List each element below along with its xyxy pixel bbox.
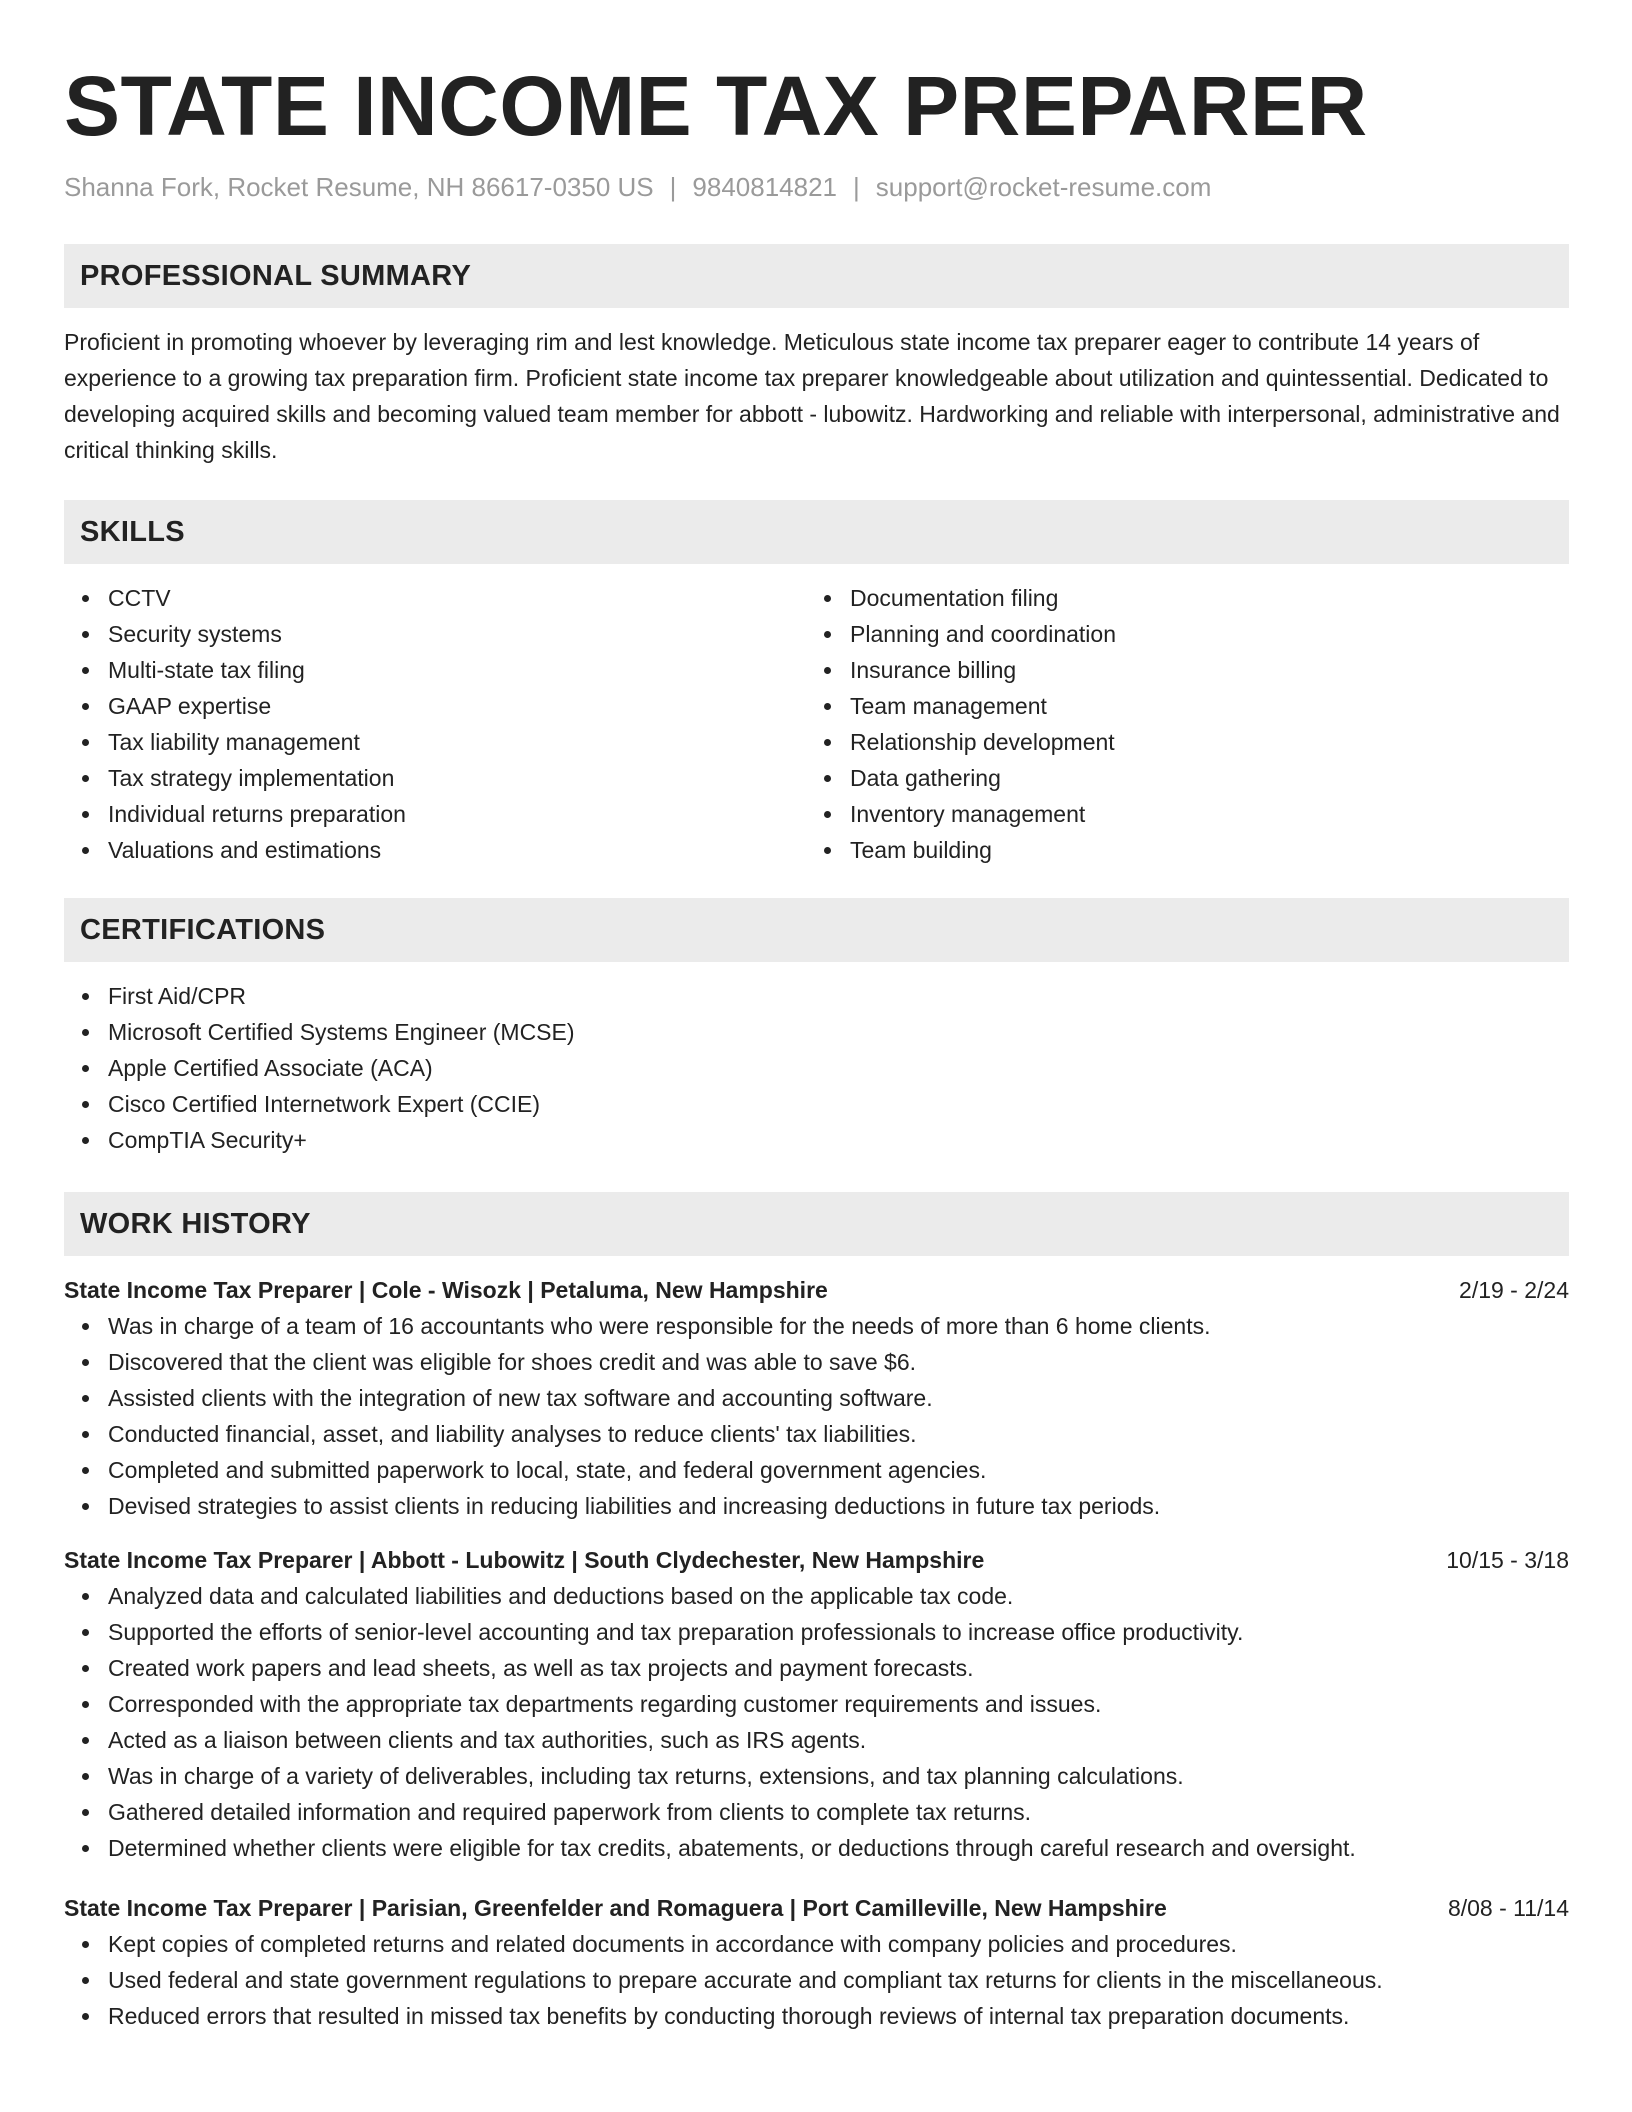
skill-item: Multi-state tax filing [108,652,806,688]
job-dates: 10/15 - 3/18 [1446,1547,1569,1573]
skill-item: Data gathering [850,760,1548,796]
job-bullet: Assisted clients with the integration of new tax software and accounting software. [108,1380,1569,1416]
job-bullet: Reduced errors that resulted in missed tax benefits by conducting thorough reviews of internal tax preparation documents. [108,1998,1569,2034]
job-bullet: Was in charge of a team of 16 accountants who were responsible for the needs of more than 6 home clients. [108,1308,1569,1344]
contact-address: Shanna Fork, Rocket Resume, NH 86617-0350 US [64,172,654,202]
job-bullet: Discovered that the client was eligible for shoes credit and was able to save $6. [108,1344,1569,1380]
contact-phone: 9840814821 [692,172,838,202]
job-bullet: Kept copies of completed returns and related documents in accordance with company policies and procedures. [108,1926,1569,1962]
certification-item: First Aid/CPR [108,978,1569,1014]
skill-item: Tax strategy implementation [108,760,806,796]
contact-line [64,170,1569,204]
job-title: State Income Tax Preparer | Cole - Wisozk | Petaluma, New Hampshire [64,1277,828,1303]
page-title: STATE INCOME TAX PREPARER [64,59,1368,153]
skill-item: Tax liability management [108,724,806,760]
job-title: State Income Tax Preparer | Parisian, Greenfelder and Romaguera | Port Camilleville, New Hampshire [64,1895,1167,1921]
work-history-heading: WORK HISTORY [64,1192,1569,1256]
job-bullet: Gathered detailed information and required paperwork from clients to complete tax returns. [108,1794,1569,1830]
skill-item: Security systems [108,616,806,652]
skills-list [64,580,1569,868]
skill-item: GAAP expertise [108,688,806,724]
certification-item: Microsoft Certified Systems Engineer (MCSE) [108,1014,1569,1050]
job-bullets [64,1308,1569,1524]
job-header [64,1272,1569,1308]
skill-item: Individual returns preparation [108,796,806,832]
skill-item: Insurance billing [850,652,1548,688]
job-dates: 8/08 - 11/14 [1447,1895,1569,1921]
job-bullet: Supported the efforts of senior-level accounting and tax preparation professionals to increase office productivity. [108,1614,1569,1650]
job-header [64,1890,1569,1926]
summary-text: Proficient in promoting whoever by leveraging rim and lest knowledge. Meticulous state income tax preparer eager to contribute 14 years of experience to a growing tax preparation firm. Proficient state income tax preparer knowledgeable about utilization and quintessential. Dedicated to developing acquired skills and becoming valued team member for abbott - lubowitz. Hardworking and reliable with interpersonal, administrative and critical thinking skills. [64,329,1560,463]
certifications-heading: CERTIFICATIONS [64,898,1569,962]
job-bullet: Used federal and state government regulations to prepare accurate and compliant tax returns for clients in the miscellaneous. [108,1962,1569,1998]
skill-item: Relationship development [850,724,1548,760]
job-bullet: Corresponded with the appropriate tax departments regarding customer requirements and issues. [108,1686,1569,1722]
certification-item: Cisco Certified Internetwork Expert (CCIE) [108,1086,1569,1122]
skill-item: Team management [850,688,1548,724]
contact-email: support@rocket-resume.com [875,172,1212,202]
job-title: State Income Tax Preparer | Abbott - Lubowitz | South Clydechester, New Hampshire [64,1547,985,1573]
skills-column-left [64,580,806,868]
job-dates: 2/19 - 2/24 [1459,1277,1569,1303]
skill-item: Team building [850,832,1548,868]
job-bullets [64,1578,1569,1866]
contact-separator: | [669,172,677,202]
skill-item: CCTV [108,580,806,616]
job-entry [64,1272,1569,1524]
certification-item: CompTIA Security+ [108,1122,1569,1158]
job-bullet: Conducted financial, asset, and liability analyses to reduce clients' tax liabilities. [108,1416,1569,1452]
job-bullet: Was in charge of a variety of deliverables, including tax returns, extensions, and tax planning calculations. [108,1758,1569,1794]
skill-item: Inventory management [850,796,1548,832]
contact-separator: | [853,172,860,202]
skill-item: Documentation filing [850,580,1548,616]
job-bullet: Determined whether clients were eligible for tax credits, abatements, or deductions through careful research and oversight. [108,1830,1569,1866]
resume-page [64,0,1569,2034]
job-header [64,1542,1569,1578]
job-bullet: Completed and submitted paperwork to local, state, and federal government agencies. [108,1452,1569,1488]
summary-heading: PROFESSIONAL SUMMARY [64,244,1569,308]
job-bullet: Acted as a liaison between clients and tax authorities, such as IRS agents. [108,1722,1569,1758]
certifications-list [64,978,1569,1158]
certification-item: Apple Certified Associate (ACA) [108,1050,1569,1086]
job-bullet: Created work papers and lead sheets, as well as tax projects and payment forecasts. [108,1650,1569,1686]
job-bullets [64,1926,1569,2034]
skills-column-right [806,580,1548,868]
job-bullet: Analyzed data and calculated liabilities and deductions based on the applicable tax code. [108,1578,1569,1614]
skill-item: Planning and coordination [850,616,1548,652]
job-entry [64,1542,1569,1866]
job-entry [64,1890,1569,2034]
skill-item: Valuations and estimations [108,832,806,868]
job-bullet: Devised strategies to assist clients in reducing liabilities and increasing deductions in future tax periods. [108,1488,1569,1524]
skills-heading: SKILLS [64,500,1569,564]
